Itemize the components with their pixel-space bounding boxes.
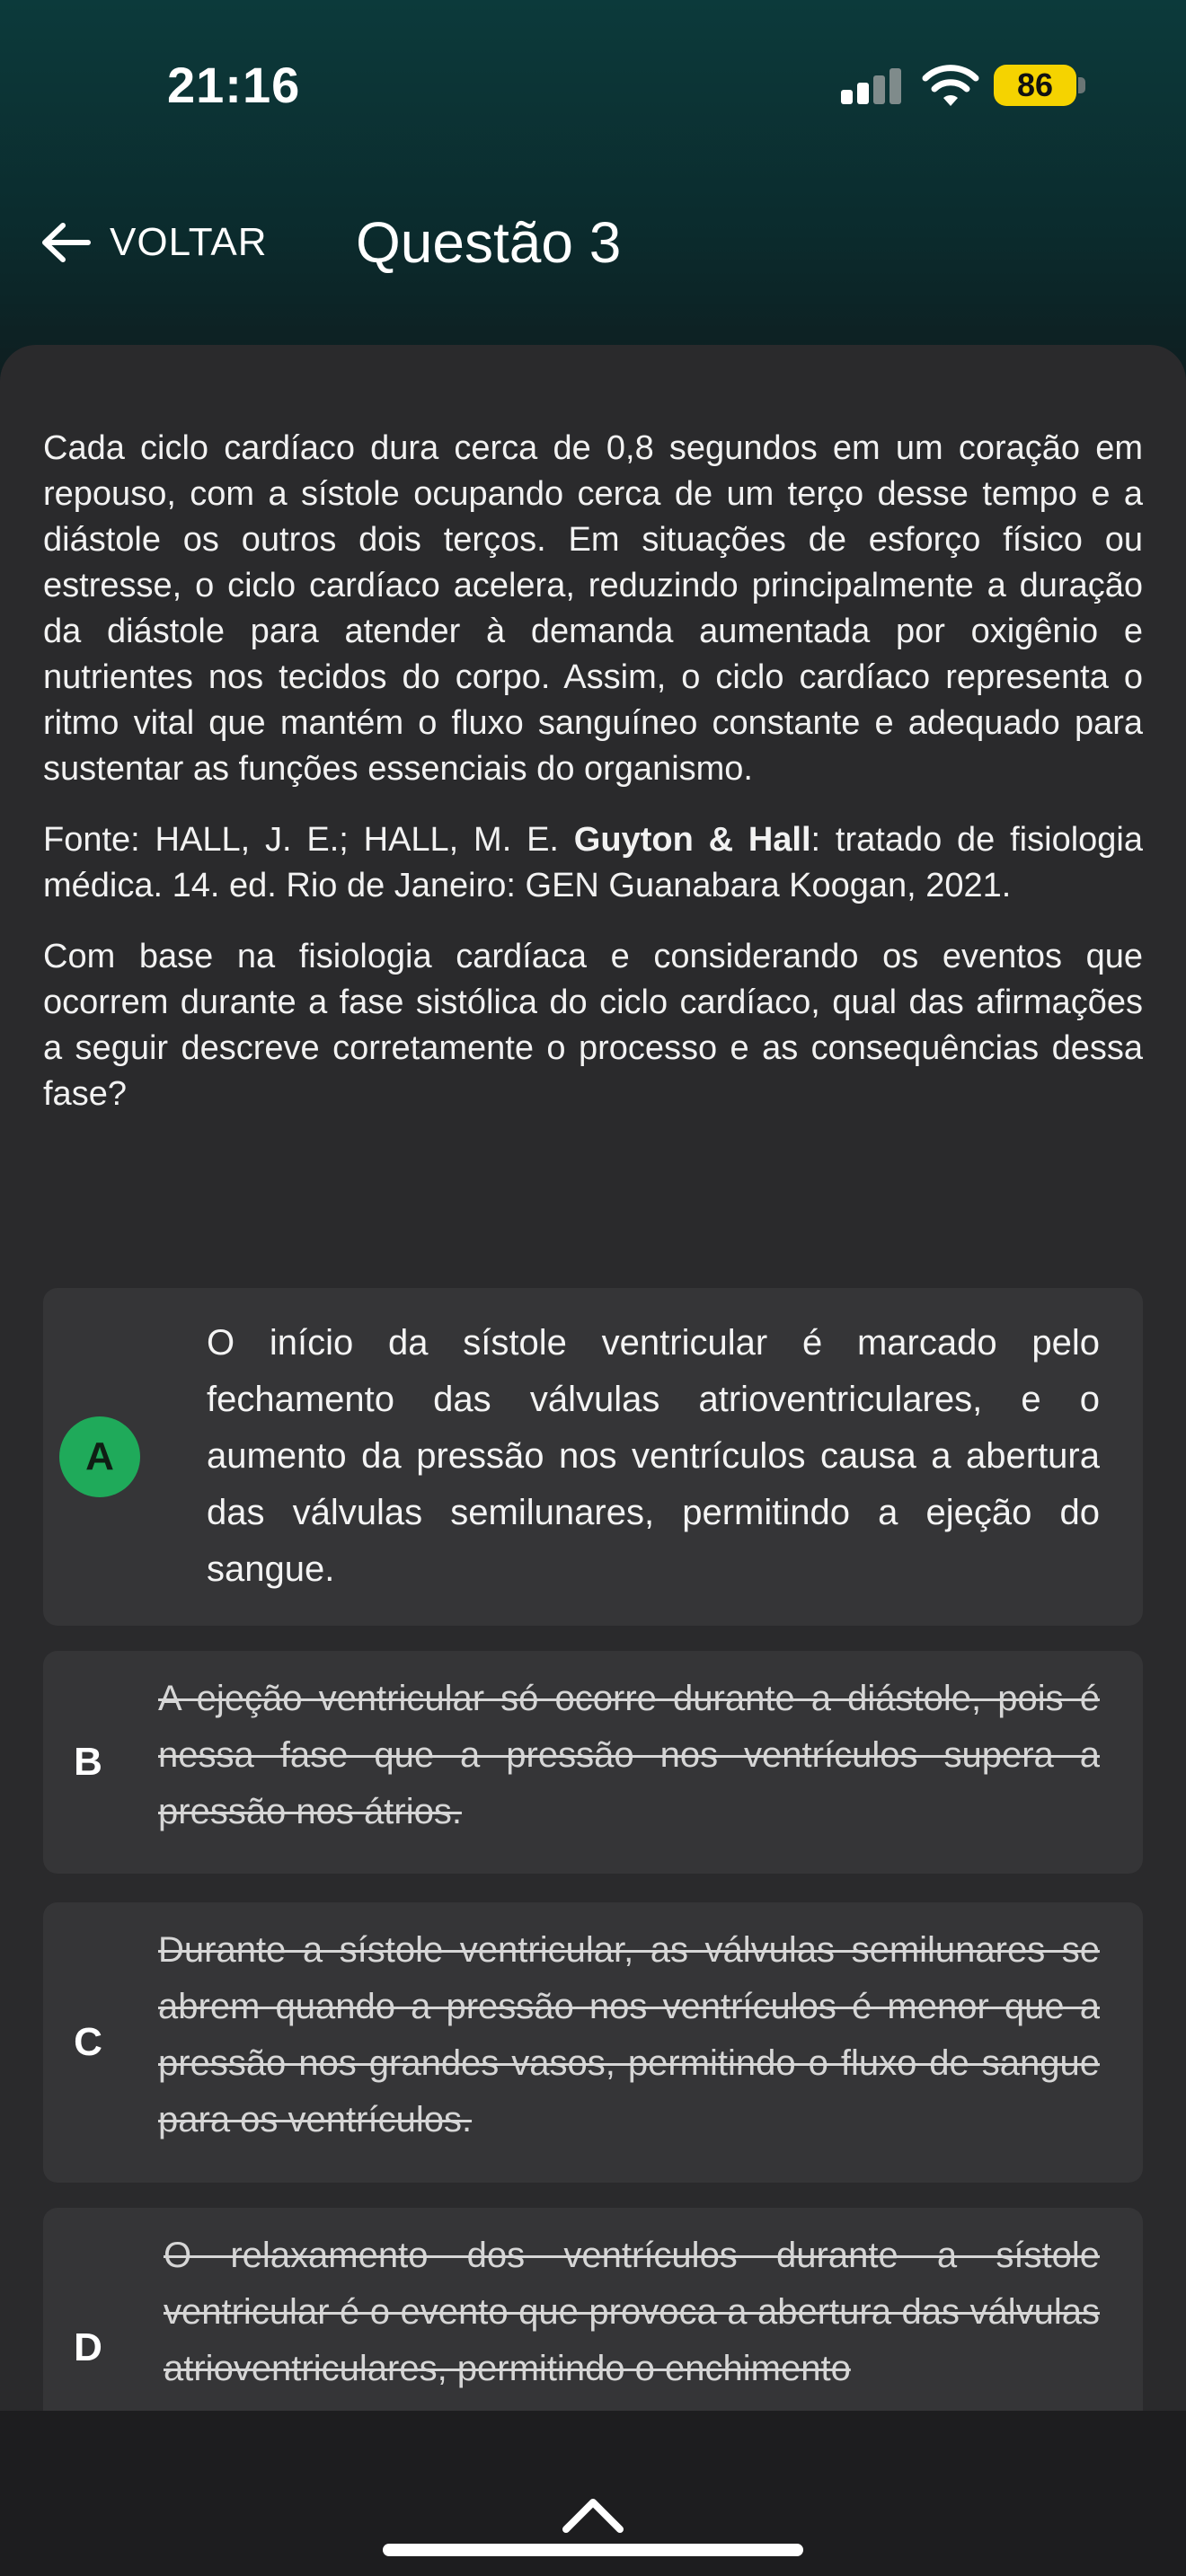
question-source [43,817,1143,909]
back-label: VOLTAR [110,220,268,264]
question-paragraph: Cada ciclo cardíaco dura cerca de 0,8 segundos em um coração em repouso, com a sístole ocupando cerca de um terço desse tempo e a diástole os outros dois terços. Em situações de esforço físico ou estresse, o ciclo cardíaco acelera, reduzindo principalmente a duração da diástole para atender à demanda aumentada por oxigênio e nutrientes nos tecidos do corpo. Assim, o ciclo cardíaco representa o ritmo vital que mantém o fluxo sanguíneo constante e adequado para sustentar as funções essenciais do organismo. [43,429,1143,788]
option-letter: C [74,2020,102,2064]
bottom-bar [0,2411,1186,2576]
option-a[interactable] [43,1288,1143,1626]
chevron-up-icon[interactable] [557,2488,629,2542]
question-text [43,426,1143,1142]
arrow-left-icon [40,220,92,265]
option-letter-badge: A [59,1416,140,1497]
battery-cap [1078,77,1085,93]
status-bar [0,0,1186,171]
page-title: Questão 3 [356,210,622,275]
option-text: O relaxamento dos ventrículos durante a sístole ventricular é o evento que provoca a abertura das válvulas atrioventriculares, permitindo o enchimento [164,2236,1100,2388]
source-prefix: Fonte: HALL, J. E.; HALL, M. E. [43,821,574,859]
option-text: Durante a sístole ventricular, as válvulas semilunares se abrem quando a pressão nos ventrículos é menor que a pressão nos grandes vasos, permitindo o fluxo de sangue para os ventrículos. [158,1930,1100,2139]
status-time: 21:16 [167,57,301,113]
home-indicator[interactable] [383,2544,803,2556]
cellular-signal-icon [841,68,900,104]
option-letter: D [74,2325,102,2369]
option-letter: B [74,1740,102,1784]
option-b[interactable] [43,1651,1143,1874]
question-prompt: Com base na fisiologia cardíaca e considerando os eventos que ocorrem durante a fase sistólica do ciclo cardíaco, qual das afirmações a seguir descreve corretamente o processo e as consequências dessa fase? [43,938,1143,1113]
option-text: O início da sístole ventricular é marcado pelo fechamento das válvulas atrioventriculares, e o aumento da pressão nos ventrículos causa a abertura das válvulas semilunares, permitindo a ejeção do sangue. [207,1323,1100,1589]
wifi-icon [922,63,979,108]
question-card [0,345,1186,2576]
battery-icon: 86 [994,65,1076,106]
option-c[interactable] [43,1902,1143,2183]
option-text: A ejeção ventricular só ocorre durante a diástole, pois é nessa fase que a pressão nos ventrículos supera a pressão nos átrios. [158,1679,1100,1831]
header [0,180,1186,305]
source-book-title: Guyton & Hall [573,821,811,859]
back-button[interactable] [40,207,268,278]
source-suffix: : tratado de fisiologia médica. 14. ed. Rio de Janeiro: GEN Guanabara Koogan, 2021. [43,821,1143,904]
